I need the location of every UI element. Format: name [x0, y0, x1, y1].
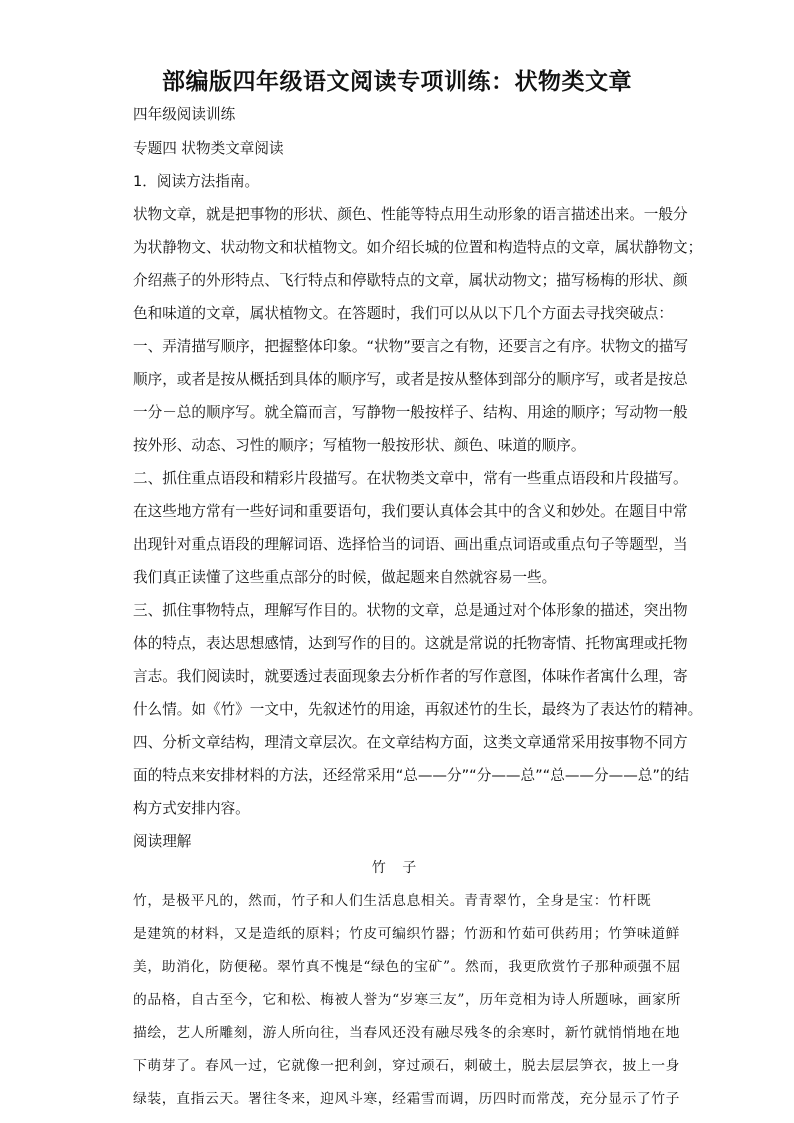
passage-line: 的品格，自古至今，它和松、梅被人誉为“岁寒三友”，历年竞相为诗人所题咏，画家所 [133, 992, 681, 1008]
text-line: 体的特点，表达思想感情，达到写作的目的。这就是常说的托物寄情、托物寓理或托物 [133, 635, 688, 652]
section-label: 阅读理解 [133, 833, 192, 850]
text-line: 我们真正读懂了这些重点部分的时候，做起题来自然就容易一些。 [133, 569, 557, 586]
text-line: 什么情。如《竹》一文中，先叙述竹的用途，再叙述竹的生长，最终为了表达竹的精神。 [133, 701, 703, 718]
text-line: 构方式安排内容。 [133, 800, 250, 817]
passage-line: 绿装，直指云天。署往冬来，迎风斗寒，经霜雪而调，历四时而常茂，充分显示了竹子 [133, 1091, 681, 1107]
text-line: 二、抓住重点语段和精彩片段描写。在状物类文章中，常有一些重点语段和片段描写。 [133, 470, 688, 487]
text-line: 状物文章，就是把事物的形状、颜色、性能等特点用生动形象的语言描述出来。一般分 [133, 206, 688, 223]
text-line: 介绍燕子的外形特点、飞行特点和停歇特点的文章，属状动物文；描写杨梅的形状、颜 [133, 272, 688, 289]
text-line: 按外形、动态、习性的顺序；写植物一般按形状、颜色、味道的顺序。 [133, 437, 586, 454]
passage-line: 描绘，艺人所雕刻，游人所向往，当春风还没有融尽残冬的余寒时，新竹就悄悄地在地 [133, 1025, 681, 1041]
document-title: 部编版四年级语文阅读专项训练：状物类文章 [162, 69, 632, 95]
passage-line: 竹，是极平凡的，然而，竹子和人们生活息息相关。青青翠竹，全身是宝：竹杆既 [133, 893, 652, 909]
text-line: 为状静物文、状动物文和状植物文。如介绍长城的位置和构造特点的文章，属状静物文； [133, 239, 703, 256]
text-line: 四、分析文章结构，理清文章层次。在文章结构方面，这类文章通常采用按事物不同方 [133, 734, 688, 751]
text-line: 色和味道的文章，属状植物文。在答题时，我们可以从以下几个方面去寻找突破点： [133, 305, 673, 322]
text-line: 面的特点来安排材料的方法，还经常采用“总——分”“分——总”“总——分——总”的结 [133, 767, 690, 784]
passage-line: 下萌芽了。春风一过，它就像一把利剑，穿过顽石，刺破土，脱去层层笋衣，披上一身 [133, 1058, 681, 1074]
text-line: 专题四 状物类文章阅读 [133, 140, 284, 157]
text-line: 言志。我们阅读时，就要透过表面现象去分析作者的写作意图，体味作者寓什么理，寄 [133, 668, 688, 685]
passage-line: 是建筑的材料，又是造纸的原料；竹皮可编织竹器；竹沥和竹茹可供药用；竹笋味道鲜 [133, 926, 681, 942]
text-line: 一、弄清描写顺序，把握整体印象。“状物”要言之有物，还要言之有序。状物文的描写 [133, 338, 689, 355]
text-line: 1．阅读方法指南。 [133, 173, 260, 190]
text-line: 三、抓住事物特点，理解写作目的。状物的文章，总是通过对个体形象的描述，突出物 [133, 602, 688, 619]
text-line: 出现针对重点语段的理解词语、选择恰当的词语、画出重点词语或重点句子等题型，当 [133, 536, 688, 553]
text-line: 在这些地方常有一些好词和重要语句，我们要认真体会其中的含义和妙处。在题目中常 [133, 503, 688, 520]
passage-title: 竹 子 [371, 860, 423, 876]
text-line: 顺序，或者是按从概括到具体的顺序写，或者是按从整体到部分的顺序写，或者是按总 [133, 371, 688, 388]
text-line: 一分－总的顺序写。就全篇而言，写静物一般按样子、结构、用途的顺序；写动物一般 [133, 404, 688, 421]
passage-line: 美，助消化，防便秘。翠竹真不愧是“绿色的宝矿”。然而，我更欣赏竹子那种顽强不屈 [133, 959, 681, 975]
text-line: 四年级阅读训练 [133, 106, 236, 123]
